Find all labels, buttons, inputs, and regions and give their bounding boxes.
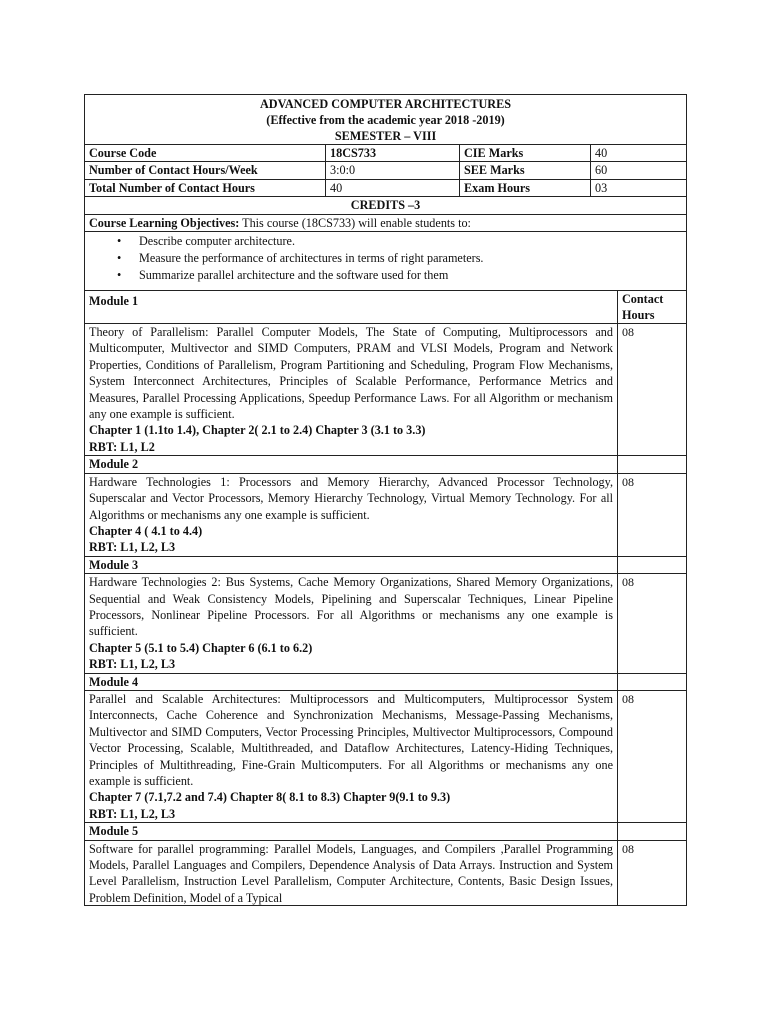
module-heading-row bbox=[85, 291, 687, 324]
info-label-2: SEE Marks bbox=[460, 162, 591, 179]
module-hours: 08 bbox=[618, 473, 687, 556]
module-content-row bbox=[85, 840, 687, 905]
objectives-list-cell bbox=[85, 232, 687, 291]
credits: CREDITS –3 bbox=[85, 197, 687, 214]
module-rbt: RBT: L1, L2, L3 bbox=[89, 540, 176, 555]
module-hours: 08 bbox=[618, 690, 687, 822]
module-hours: 08 bbox=[618, 574, 687, 673]
module-title: Module 3 bbox=[85, 556, 618, 573]
module-title: Module 5 bbox=[85, 823, 618, 840]
objectives-intro-text: This course (18CS733) will enable students to: bbox=[239, 215, 471, 230]
objective-item: • Measure the performance of architectures in terms of right parameters. bbox=[139, 250, 682, 267]
module-hours-header-blank bbox=[618, 556, 687, 573]
module-text: Hardware Technologies 2: Bus Systems, Cache Memory Organizations, Shared Memory Organizations, Sequential and Weak Consistency Models, Pipelining and Superscalar Techniques, Linear Pipeline Processors, Nonlinear Pipeline Processors. For all Algorithms or mechanisms any one example is sufficient. bbox=[89, 575, 613, 639]
module-hours: 08 bbox=[618, 840, 687, 905]
info-value: 18CS733 bbox=[326, 145, 460, 162]
info-value: 40 bbox=[326, 179, 460, 196]
module-chapters: Chapter 7 (7.1,7.2 and 7.4) Chapter 8( 8.1 to 8.3) Chapter 9(9.1 to 9.3) bbox=[89, 790, 451, 805]
objectives-intro-row bbox=[85, 214, 687, 231]
module-description bbox=[85, 324, 618, 456]
module-title: Module 2 bbox=[85, 456, 618, 473]
course-title: ADVANCED COMPUTER ARCHITECTURES bbox=[260, 97, 512, 111]
info-row bbox=[85, 179, 687, 196]
module-description bbox=[85, 473, 618, 556]
module-rbt: RBT: L1, L2, L3 bbox=[89, 806, 176, 821]
module-heading-row bbox=[85, 823, 687, 840]
module-chapters: Chapter 4 ( 4.1 to 4.4) bbox=[89, 523, 203, 538]
module-hours-header-blank bbox=[618, 456, 687, 473]
module-content-row bbox=[85, 473, 687, 556]
module-content-row bbox=[85, 690, 687, 822]
module-text: Theory of Parallelism: Parallel Computer Models, The State of Computing, Multiprocessors and Multicomputer, Multivector and SIMD Computers, PRAM and VLSI Models, Program and Network Properties, Conditions of Parallelism, Program Partitioning and Scheduling, Program Flow Mechanisms, System Interconnect Architectures, Principles of Scalable Performance, Performance Metrics and Measures, Parallel Processing Applications, Speedup Performance Laws. For all Algorithm or mechanism any one example is sufficient. bbox=[89, 325, 613, 422]
info-value-2: 60 bbox=[591, 162, 687, 179]
objective-item: • Describe computer architecture. bbox=[139, 233, 682, 250]
module-content-row bbox=[85, 324, 687, 456]
info-row bbox=[85, 162, 687, 179]
objective-item: • Summarize parallel architecture and the software used for them bbox=[139, 267, 682, 284]
module-description bbox=[85, 574, 618, 673]
objectives-label: Course Learning Objectives: bbox=[89, 215, 240, 230]
module-content-row bbox=[85, 574, 687, 673]
contact-hours-header: Contact Hours bbox=[618, 291, 687, 324]
info-label: Total Number of Contact Hours bbox=[85, 179, 326, 196]
module-text-clip bbox=[89, 841, 613, 905]
info-label: Number of Contact Hours/Week bbox=[85, 162, 326, 179]
semester: SEMESTER – VIII bbox=[334, 129, 437, 143]
module-title: Module 4 bbox=[85, 673, 618, 690]
info-label-2: CIE Marks bbox=[460, 145, 591, 162]
module-chapters: Chapter 5 (5.1 to 5.4) Chapter 6 (6.1 to 6.2) bbox=[89, 640, 313, 655]
objectives-intro bbox=[85, 214, 687, 231]
info-row bbox=[85, 145, 687, 162]
objectives-list-row bbox=[85, 232, 687, 291]
module-description bbox=[85, 840, 618, 905]
module-text: Parallel and Scalable Architectures: Multiprocessors and Multicomputers, Multiprocessor System Interconnects, Cache Coherence and Synchronization Mechanisms, Message-Passing Mechanisms, Multivector and SIMD Computers, Vector Processing Principles, Multivector Multiprocessors, Compound Vector Processing, Scalable, Multithreaded, and Dataflow Architectures, Latency-Hiding Techniques, Principles of Multithreading, Fine-Grain Multicomputers. For all Algorithms or mechanisms any one example is sufficient. bbox=[89, 691, 613, 788]
course-header bbox=[85, 95, 687, 145]
info-value-2: 03 bbox=[591, 179, 687, 196]
info-value-2: 40 bbox=[591, 145, 687, 162]
module-hours-header-blank bbox=[618, 673, 687, 690]
module-rbt: RBT: L1, L2 bbox=[89, 439, 155, 454]
info-label-2: Exam Hours bbox=[460, 179, 591, 196]
credits-row bbox=[85, 197, 687, 214]
module-hours-header-blank bbox=[618, 823, 687, 840]
syllabus-table bbox=[84, 94, 687, 906]
module-title: Module 1 bbox=[85, 291, 618, 324]
syllabus-sheet bbox=[84, 94, 686, 906]
module-text: Software for parallel programming: Parallel Models, Languages, and Compilers ,Parallel Programming Models, Parallel Languages and Compilers, Dependence Analysis of Data Arrays. Instruction and System Level Parallelism, Instruction Level Parallelism, Computer Architecture, Contents, Basic Design Issues, Problem Definition, Model of a Typical bbox=[89, 841, 613, 905]
module-heading-row bbox=[85, 673, 687, 690]
effective-year: (Effective from the academic year 2018 -2019) bbox=[266, 113, 505, 127]
module-hours: 08 bbox=[618, 324, 687, 456]
info-label: Course Code bbox=[85, 145, 326, 162]
module-heading-row bbox=[85, 456, 687, 473]
module-chapters: Chapter 1 (1.1to 1.4), Chapter 2( 2.1 to 2.4) Chapter 3 (3.1 to 3.3) bbox=[89, 423, 426, 438]
module-rbt: RBT: L1, L2, L3 bbox=[89, 657, 176, 672]
course-header-row bbox=[85, 95, 687, 145]
module-text: Hardware Technologies 1: Processors and Memory Hierarchy, Advanced Processor Technology, Superscalar and Vector Processors, Memory Hierarchy Technology, Virtual Memory Technology. For all Algorithms or mechanisms any one example is sufficient. bbox=[89, 474, 613, 522]
info-value: 3:0:0 bbox=[326, 162, 460, 179]
objectives-list bbox=[89, 233, 682, 284]
module-heading-row bbox=[85, 556, 687, 573]
module-description bbox=[85, 690, 618, 822]
